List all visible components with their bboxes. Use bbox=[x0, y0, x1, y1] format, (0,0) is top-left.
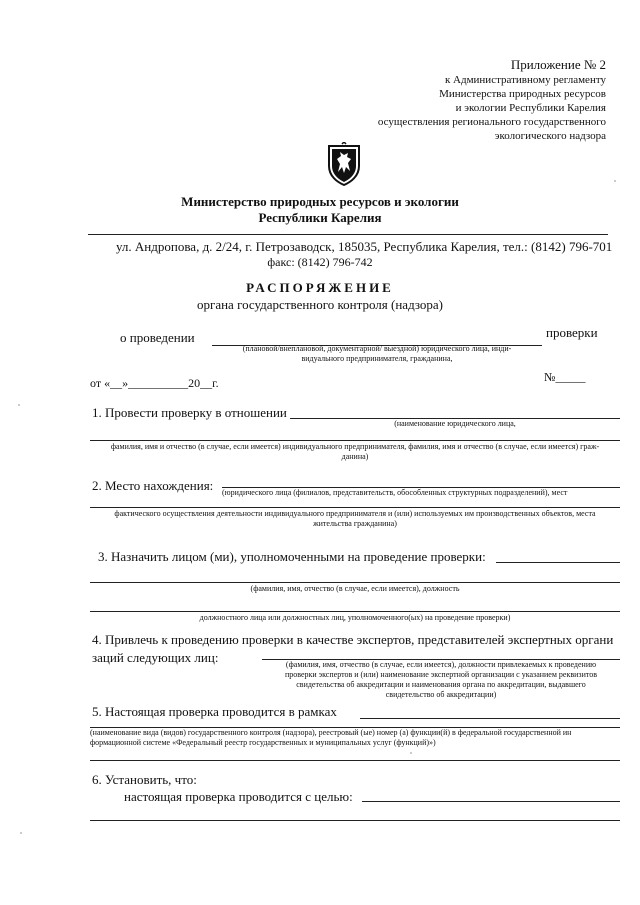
scan-speck bbox=[18, 404, 20, 406]
section-6-purpose-label: настоящая проверка проводится с целью: bbox=[124, 789, 353, 804]
section-1-caption: (наименование юридического лица, bbox=[394, 419, 516, 428]
appendix-line: Министерства природных ресурсов bbox=[439, 88, 606, 100]
appendix-number: Приложение № 2 bbox=[510, 57, 606, 72]
intro-check-label: проверки bbox=[546, 325, 598, 340]
section-6-field-2 bbox=[90, 820, 620, 821]
section-3-text: 3. Назначить лицом (ми), уполномоченными на проведение проверки: bbox=[98, 549, 486, 564]
section-2-caption-2: фактического осуществления деятельности индивидуального предпринимателя и (или) используемых им производственных объектов, места жительства гражданина) bbox=[114, 509, 596, 528]
ministry-fax: факс: (8142) 796-742 bbox=[267, 255, 373, 269]
section-5-field bbox=[360, 718, 620, 719]
section-6-text: 6. Установить, что: bbox=[92, 772, 197, 787]
appendix-line: осуществления регионального государственного bbox=[377, 116, 606, 128]
section-2-caption: (юридического лица (филиалов, представительств, обособленных структурных подразделений), мест bbox=[222, 488, 568, 497]
section-6-field bbox=[362, 801, 620, 802]
section-1-caption-2: фамилия, имя и отчество (в случае, если имеется) индивидуального предпринимателя, фамилия, имя и отчество (в случае, если имеется) граж- данина) bbox=[110, 442, 600, 461]
section-5-text: 5. Настоящая проверка проводится в рамках bbox=[92, 704, 337, 719]
section-4-text: 4. Привлечь к проведению проверки в качестве экспертов, представителей экспертных органи bbox=[92, 632, 614, 647]
section-3-caption-2: должностного лица или должностных лиц, уполномоченного(ых) на проведение проверки) bbox=[199, 613, 511, 622]
section-3-caption: (фамилия, имя, отчество (в случае, если имеется), должность bbox=[250, 584, 460, 593]
scan-speck bbox=[614, 180, 616, 182]
appendix-header bbox=[378, 56, 606, 143]
ministry-name: Министерство природных ресурсов и экологии Республики Карелия bbox=[181, 194, 459, 225]
order-date: от «__»__________20__г. bbox=[90, 376, 219, 390]
appendix-line: экологического надзора bbox=[494, 130, 606, 142]
order-number: №_____ bbox=[544, 370, 586, 384]
document-subtitle: органа государственного контроля (надзора) bbox=[196, 297, 444, 312]
section-2-text: 2. Место нахождения: bbox=[92, 478, 214, 493]
ministry-address: ул. Андропова, д. 2/24, г. Петрозаводск, 185035, Республика Карелия, тел.: (8142) 796-701 bbox=[116, 239, 613, 254]
scan-speck bbox=[410, 752, 412, 754]
section-3-field-3 bbox=[90, 611, 620, 612]
header-divider bbox=[88, 234, 608, 235]
section-4-text-2: заций следующих лиц: bbox=[92, 650, 219, 665]
section-1-text: 1. Провести проверку в отношении bbox=[92, 405, 287, 420]
section-5-caption: (наименование вида (видов) государственного контроля (надзора), реестровый (ые) номер (а) функции(й) в федеральной государственной ин формационной системе «Федеральный реестр государственных и муниципальных услуг (функций)») bbox=[90, 728, 572, 747]
intro-about-label: о проведении bbox=[120, 330, 195, 345]
section-5-field-3 bbox=[90, 760, 620, 761]
appendix-line: и экологии Республики Карелия bbox=[455, 102, 606, 114]
section-4-caption: (фамилия, имя, отчество (в случае, если имеется), должности привлекаемых к проведению проверки экспертов и (или) наименование экспертной организации с указанием реквизитов свидетельства об аккредитации и наименования органа по аккредитации, выдавшего свидетельство об аккредитации) bbox=[284, 660, 598, 699]
section-2-field-2 bbox=[90, 507, 620, 508]
section-3-field bbox=[496, 562, 620, 563]
appendix-line: к Административному регламенту bbox=[444, 74, 606, 86]
check-type-caption: (плановой/внеплановой, документарной/ выездной) юридического лица, инди- видуального предпринимателя, гражданина, bbox=[242, 344, 512, 363]
section-1-field-2 bbox=[90, 440, 620, 441]
document-title: РАСПОРЯЖЕНИЕ bbox=[246, 280, 394, 295]
coat-of-arms-icon bbox=[327, 142, 361, 186]
scan-speck bbox=[20, 832, 22, 834]
section-3-field-2 bbox=[90, 582, 620, 583]
